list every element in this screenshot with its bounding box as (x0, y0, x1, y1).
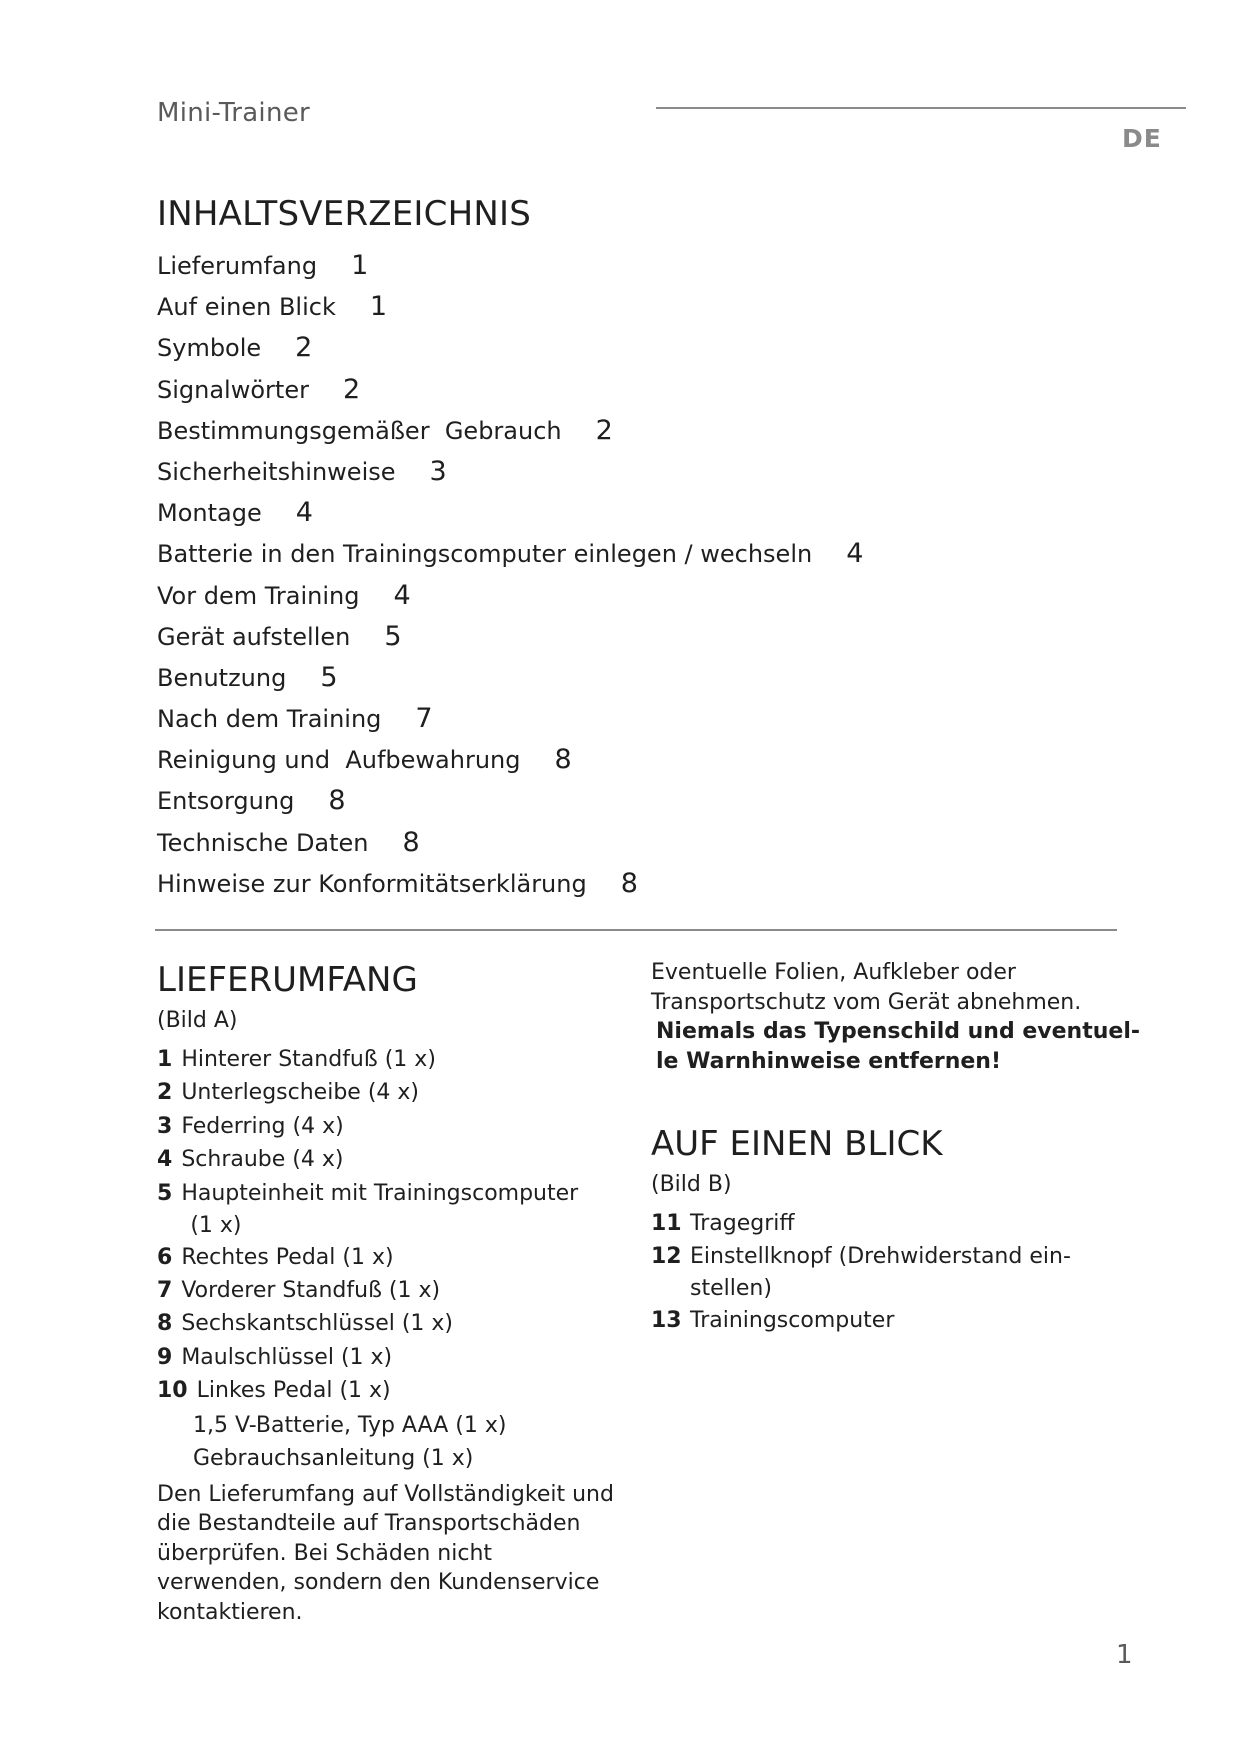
overview-number: 12 (651, 1244, 682, 1270)
extra-item: 1,5 V-Batterie, Typ AAA (1 x) (193, 1412, 507, 1438)
page-number: 1 (1116, 1640, 1133, 1670)
part-text: Schraube (4 x) (181, 1147, 344, 1173)
toc-entry (157, 827, 863, 868)
part-text: Federring (4 x) (181, 1113, 344, 1139)
part-item (157, 1308, 627, 1341)
toc-entry (157, 291, 863, 332)
part-text: Sechskantschlüssel (1 x) (181, 1311, 454, 1337)
toc-entry-page: 8 (402, 826, 420, 858)
extra-item: Gebrauchsanleitung (1 x) (193, 1446, 474, 1472)
overview-number: 11 (651, 1211, 682, 1237)
lieferumfang-column (157, 958, 627, 1628)
part-number: 6 (157, 1244, 173, 1270)
part-text-continuation: (1 x) (190, 1212, 242, 1238)
toc-entry-page: 7 (415, 703, 433, 735)
lieferumfang-heading: LIEFERUMFANG (157, 960, 418, 1000)
toc-entry (157, 785, 863, 826)
toc-entry-page: 3 (429, 455, 447, 487)
toc-entry-label: Auf einen Blick (157, 293, 336, 322)
part-text: Hinterer Standfuß (1 x) (181, 1047, 436, 1072)
toc-entry-page: 1 (351, 250, 369, 281)
toc-entry-label: Entsorgung (157, 787, 295, 816)
toc-entry (157, 580, 863, 621)
toc-entry-page: 4 (393, 579, 411, 611)
toc-entry (157, 744, 863, 785)
header-rule (656, 107, 1186, 109)
toc-entry-label: Technische Daten (157, 828, 369, 857)
toc-entry-page: 2 (342, 373, 361, 405)
toc-heading: INHALTSVERZEICHNIS (157, 194, 532, 234)
toc-entry-label: Montage (157, 499, 262, 528)
toc-entry-label: Bestimmungsgemäßer Gebrauch (157, 416, 562, 445)
intro-paragraph: Eventuelle Folien, Aufkleber oder Transportschutz vom Gerät abnehmen. (651, 960, 1082, 1015)
part-text: Linkes Pedal (1 x) (196, 1378, 391, 1404)
part-item (157, 1342, 627, 1375)
part-item (157, 1044, 627, 1077)
toc-entry-label: Symbole (157, 334, 262, 363)
toc-entry-page: 2 (595, 414, 613, 446)
toc-entry (157, 374, 863, 415)
toc-entry-page: 1 (369, 291, 388, 323)
page-header-title: Mini-Trainer (157, 98, 311, 128)
toc-entry-label: Benutzung (157, 663, 287, 692)
part-number: 1 (157, 1047, 173, 1072)
part-number: 7 (157, 1277, 173, 1303)
toc-entry-page: 5 (384, 620, 402, 652)
part-text: Vorderer Standfuß (1 x) (181, 1277, 441, 1303)
parts-list (157, 1044, 627, 1409)
toc-entry-label: Reinigung und Aufbewahrung (157, 746, 521, 775)
toc-entry (157, 415, 863, 456)
check-paragraph: Den Lieferumfang auf Vollständigkeit und die Bestandteile auf Transportschäden überprüfen. Bei Schäden nicht verwenden, sondern den Kundenservice kontaktieren. (157, 1481, 614, 1626)
toc-entry-page: 4 (846, 538, 864, 570)
overview-item (651, 1241, 1111, 1305)
toc-list (157, 250, 863, 909)
warning-paragraph: Niemals das Typenschild und eventuelle Warnhinweise entfernen! (656, 1019, 1140, 1075)
toc-entry-page: 8 (554, 744, 572, 776)
lieferumfang-figure-ref: (Bild A) (157, 1008, 238, 1033)
toc-entry-page: 4 (295, 497, 313, 529)
part-number: 4 (157, 1147, 173, 1173)
part-item (157, 1375, 627, 1408)
part-text: Haupteinheit mit Trainingscomputer (181, 1180, 579, 1206)
part-item (157, 1178, 627, 1242)
toc-entry-label: Sicherheitshinweise (157, 457, 396, 486)
toc-entry (157, 703, 863, 744)
toc-entry-label: Hinweise zur Konformitätserklärung (157, 869, 587, 898)
overview-text: Trainingscomputer (690, 1308, 895, 1334)
auf-einen-blick-block (651, 1122, 1151, 1338)
part-number: 3 (157, 1113, 173, 1139)
toc-entry (157, 456, 863, 497)
toc-entry (157, 332, 863, 373)
part-number: 2 (157, 1080, 173, 1106)
toc-entry-page: 2 (295, 332, 313, 364)
part-number: 8 (157, 1311, 173, 1337)
toc-entry (157, 497, 863, 538)
toc-entry-page: 5 (320, 661, 338, 693)
toc-entry (157, 621, 863, 662)
auf-einen-blick-figure-ref: (Bild B) (651, 1172, 732, 1198)
overview-item (651, 1305, 1151, 1338)
toc-entry-label: Signalwörter (157, 375, 309, 404)
language-tag: DE (1122, 124, 1162, 153)
toc-entry (157, 250, 863, 291)
overview-text: Tragegriff (690, 1211, 795, 1237)
toc-entry-label: Nach dem Training (157, 705, 382, 734)
part-item (157, 1275, 627, 1308)
toc-entry-label: Gerät aufstellen (157, 622, 351, 651)
part-text: Maulschlüssel (1 x) (181, 1344, 393, 1370)
toc-entry-page: 8 (328, 785, 346, 817)
overview-text: Einstellknopf (Drehwiderstand einstellen) (690, 1244, 1071, 1302)
part-number: 9 (157, 1344, 173, 1370)
toc-entry-label: Vor dem Training (157, 581, 360, 610)
part-text: Rechtes Pedal (1 x) (181, 1244, 394, 1270)
right-column (651, 958, 1151, 1338)
auf-einen-blick-heading: AUF EINEN BLICK (651, 1124, 943, 1165)
part-item (157, 1144, 627, 1177)
part-text-block (181, 1178, 578, 1242)
section-rule (155, 929, 1117, 931)
part-number: 10 (157, 1378, 188, 1404)
overview-number: 13 (651, 1308, 682, 1334)
part-number: 5 (157, 1180, 173, 1206)
toc-entry-page: 8 (620, 867, 638, 899)
part-item (157, 1242, 627, 1275)
part-item (157, 1111, 627, 1144)
part-item (157, 1077, 627, 1110)
toc-entry-label: Batterie in den Trainingscomputer einlegen / wechseln (157, 540, 813, 569)
part-text: Unterlegscheibe (4 x) (181, 1080, 419, 1106)
toc-entry (157, 662, 863, 703)
toc-entry-label: Lieferumfang (157, 252, 318, 280)
toc-entry (157, 538, 863, 579)
overview-item (651, 1208, 1151, 1241)
toc-entry (157, 868, 863, 909)
